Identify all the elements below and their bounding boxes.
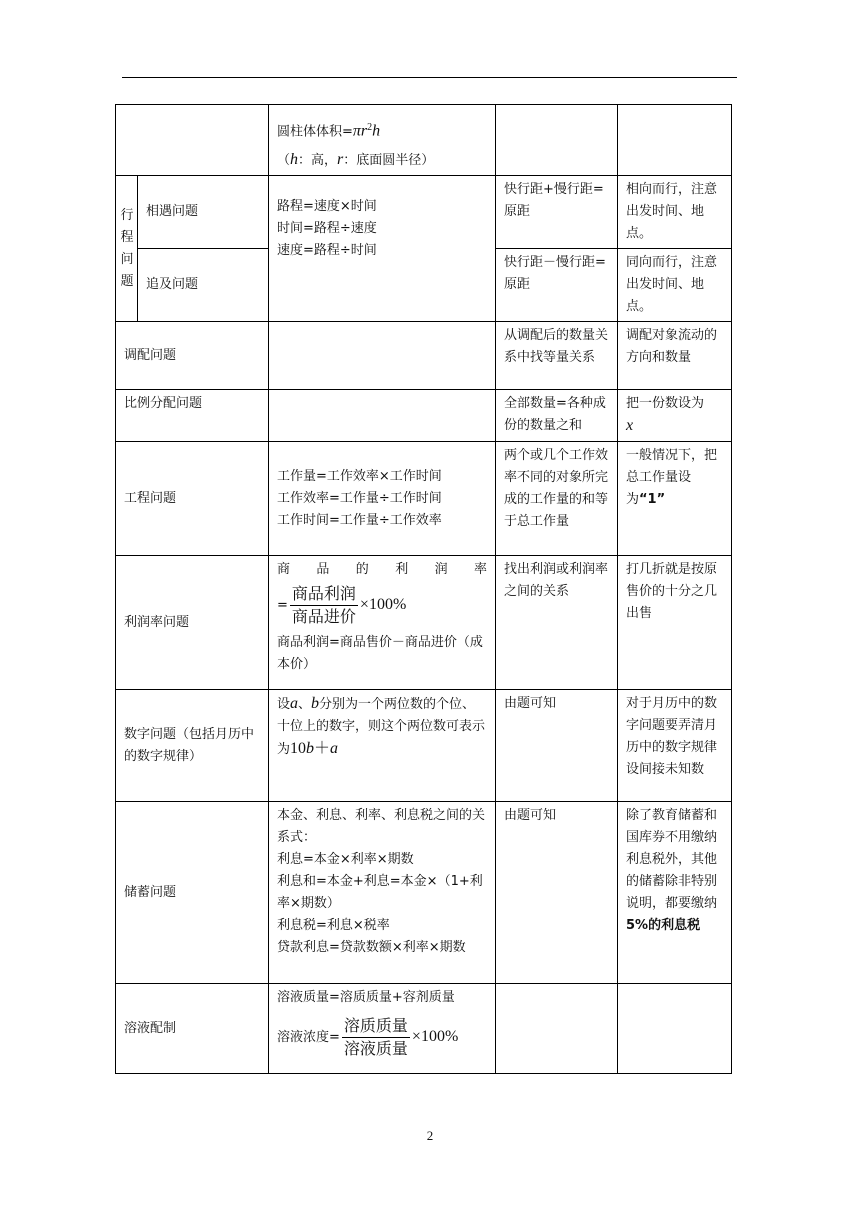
solution-fraction: $\frac{\text{溶质质量}}{\text{溶液质量}}$ [343,1016,408,1059]
table-row [116,690,732,802]
work-equal: 两个或几个工作效率不同的对象所完成的工作量的和等于总工作量 [496,442,618,556]
cell-empty [496,105,618,176]
savings-label: 储蓄问题 [116,802,269,984]
travel-chase-note: 同向而行，注意出发时间、地点。 [618,249,732,322]
profit-fraction: $\frac{\text{商品利润}}{\text{商品进价}}$ [291,584,356,627]
savings-equal: 由题可知 [496,802,618,984]
table-row [116,556,732,690]
work-formula-cell: 工作量=工作效率×工作时间 工作效率=工作量÷工作时间 工作时间=工作量÷工作效率 [269,442,496,556]
cell-empty [116,105,269,176]
cell-empty [496,984,618,1074]
travel-formula-cell: 路程=速度×时间 时间=路程÷速度 速度=路程÷时间 [269,176,496,322]
ratio-label: 比例分配问题 [116,390,269,442]
travel-meet-equal: 快行距+慢行距=原距 [496,176,618,249]
savings-note: 除了教育储蓄和国库券不用缴纳利息税外，其他的储蓄除非特别说明，都要缴纳5%的利息税 [618,802,732,984]
profit-formula-cell: 商品的利润率 = $\frac{\text{商品利润}}{\text{商品进价}}$ ×100% 商品利润=商品售价－商品进价（成本价） [269,556,496,690]
table-row [116,802,732,984]
table-row [116,390,732,442]
ratio-equal: 全部数量=各种成份的数量之和 [496,390,618,442]
travel-category-cell: 行 程 问 题 [116,176,138,322]
cell-empty [618,984,732,1074]
allocation-note: 调配对象流动的方向和数量 [618,322,732,390]
header-rule [122,77,737,78]
travel-chase-equal: 快行距－慢行距=原距 [496,249,618,322]
digits-formula-cell: 设a、b分别为一个两位数的个位、十位上的数字，则这个两位数可表示为10b＋a [269,690,496,802]
cell-empty [269,322,496,390]
work-note: 一般情况下，把总工作量设为“1” [618,442,732,556]
table-row [116,105,732,176]
travel-meet-note: 相向而行，注意出发时间、地点。 [618,176,732,249]
digits-label: 数字问题（包括月历中的数字规律） [116,690,269,802]
travel-chase-label: 追及问题 [138,249,269,322]
table-row [116,176,732,249]
travel-meet-label: 相遇问题 [138,176,269,249]
solution-formula-cell: 溶液质量=溶质质量+容剂质量 溶液浓度= $\frac{\text{溶质质量}}{\text{溶液质量}}$ ×100% [269,984,496,1074]
allocation-equal: 从调配后的数量关系中找等量关系 [496,322,618,390]
savings-formula-cell: 本金、利息、利率、利息税之间的关系式： 利息=本金×利率×期数 利息和=本金+利息=本金×（1+利率×期数） 利息税=利息×税率 贷款利息=贷款数额×利率×期数 [269,802,496,984]
profit-note: 打几折就是按原售价的十分之几出售 [618,556,732,690]
table-row [116,322,732,390]
cylinder-formula-cell: 圆柱体体积$=\pi r^2h$ （h：高，r：底面圆半径） [269,105,496,176]
ratio-note: 把一份数设为 x [618,390,732,442]
digits-note: 对于月历中的数字问题要弄清月历中的数字规律设间接未知数 [618,690,732,802]
solution-label: 溶液配制 [116,984,269,1074]
digits-equal: 由题可知 [496,690,618,802]
profit-equal: 找出利润或利润率之间的关系 [496,556,618,690]
formula-table [115,104,732,1074]
cell-empty [618,105,732,176]
table-row [116,442,732,556]
cell-empty [269,390,496,442]
page-number: 2 [426,1128,434,1143]
allocation-label: 调配问题 [116,322,269,390]
profit-label: 利润率问题 [116,556,269,690]
table-row [116,984,732,1074]
work-label: 工程问题 [116,442,269,556]
